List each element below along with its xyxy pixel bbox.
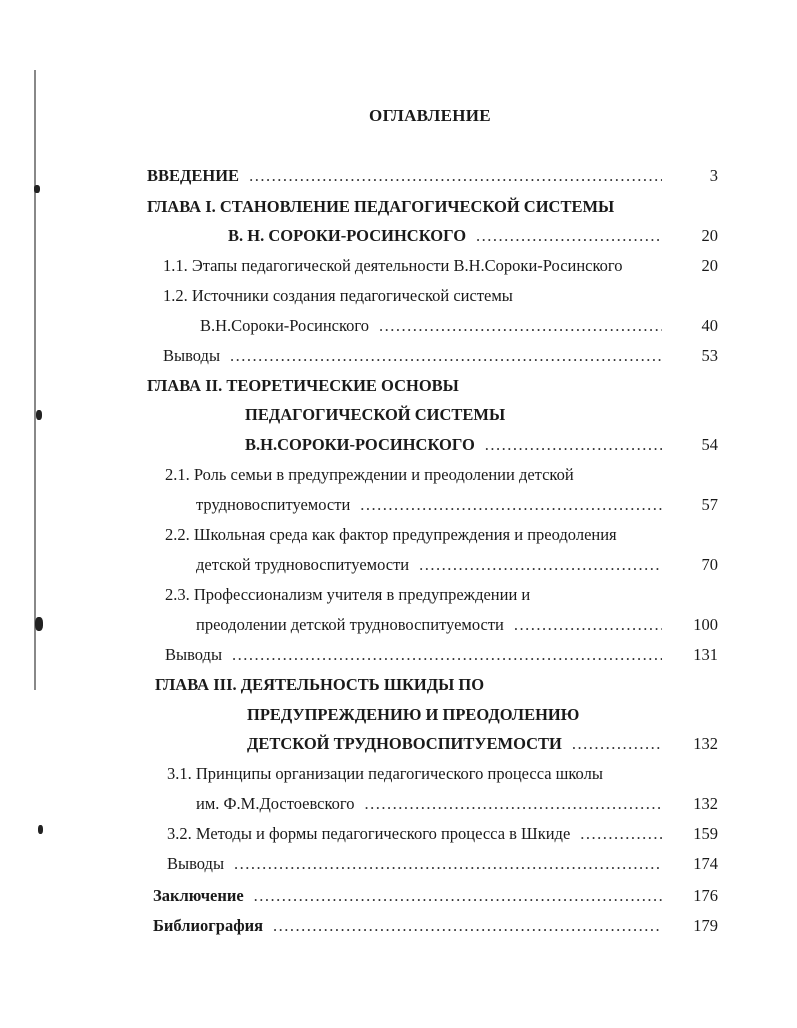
toc-entry-title: ПРЕДУПРЕЖДЕНИЮ И ПРЕОДОЛЕНИЮ	[247, 705, 580, 724]
toc-entry	[163, 286, 680, 310]
toc-page-number: 176	[693, 886, 718, 905]
dot-leader	[379, 316, 662, 336]
toc-entry	[153, 886, 668, 910]
dot-leader	[249, 166, 662, 186]
toc-page-number: 131	[693, 645, 718, 664]
toc-title: ОГЛАВЛЕНИЕ	[369, 106, 491, 125]
toc-entry-title: 1.1. Этапы педагогической деятельности В.Н.Сороки-Росинского	[163, 256, 623, 275]
toc-entry-title: 2.1. Роль семьи в предупреждении и преодолении детской	[165, 465, 574, 484]
toc-entry-title: В. Н. СОРОКИ-РОСИНСКОГО	[228, 226, 467, 245]
scan-edge-line	[34, 70, 36, 690]
toc-page-number: 70	[701, 555, 718, 574]
toc-entry-title: В.Н.Сороки-Росинского	[200, 316, 370, 335]
toc-page-number: 132	[693, 794, 718, 813]
toc-entry-title: 3.2. Методы и формы педагогического процесса в Шкиде	[167, 824, 571, 843]
dot-leader	[273, 916, 662, 936]
dot-leader	[360, 495, 662, 515]
toc-page-number: 40	[701, 316, 718, 335]
toc-entry	[147, 166, 668, 190]
dot-leader	[230, 346, 662, 366]
toc-entry	[147, 376, 680, 400]
toc-entry	[167, 764, 680, 788]
toc-entry	[165, 525, 680, 549]
toc-entry-title: Выводы	[167, 854, 225, 873]
toc-entry-title: трудновоспитуемости	[196, 495, 351, 514]
toc-entry-title: детской трудновоспитуемости	[196, 555, 410, 574]
toc-entry	[196, 615, 668, 639]
toc-page-number: 53	[701, 346, 718, 365]
toc-entry-title: Заключение	[153, 886, 244, 905]
toc-entry-title: Выводы	[165, 645, 223, 664]
toc-entry	[245, 435, 668, 459]
toc-entry-title: 3.1. Принципы организации педагогического процесса школы	[167, 764, 603, 783]
dot-leader	[419, 555, 662, 575]
dot-leader	[514, 615, 662, 635]
toc-entry	[165, 645, 668, 669]
toc-entry	[247, 705, 680, 729]
toc-entry	[165, 585, 680, 609]
dot-leader	[232, 645, 662, 665]
dot-leader	[476, 226, 662, 246]
toc-entry	[200, 316, 668, 340]
toc-page-number: 100	[693, 615, 718, 634]
toc-entry	[147, 197, 680, 221]
toc-page-number: 57	[701, 495, 718, 514]
toc-entry-title: 2.3. Профессионализм учителя в предупреждении и	[165, 585, 531, 604]
toc-entry-title: Выводы	[163, 346, 221, 365]
toc-entry	[165, 465, 680, 489]
dot-leader	[234, 854, 662, 874]
toc-page-number: 132	[693, 734, 718, 753]
toc-page-number: 159	[693, 824, 718, 843]
toc-entry-title: ДЕТСКОЙ ТРУДНОВОСПИТУЕМОСТИ	[247, 734, 562, 753]
toc-entry-title: В.Н.СОРОКИ-РОСИНСКОГО	[245, 435, 475, 454]
toc-page-number: 174	[693, 854, 718, 873]
toc-entry	[196, 794, 668, 818]
toc-entry-title: ГЛАВА I. СТАНОВЛЕНИЕ ПЕДАГОГИЧЕСКОЙ СИСТЕМЫ	[147, 197, 615, 216]
toc-entry-title: ГЛАВА III. ДЕЯТЕЛЬНОСТЬ ШКИДЫ ПО	[155, 675, 485, 694]
scan-artifact	[36, 410, 42, 420]
toc-entry-title: ПЕДАГОГИЧЕСКОЙ СИСТЕМЫ	[245, 405, 506, 424]
scan-artifact	[38, 825, 43, 834]
dot-leader	[365, 794, 662, 814]
dot-leader	[580, 824, 662, 844]
toc-entry-title: 1.2. Источники создания педагогической системы	[163, 286, 513, 305]
toc-page-number: 20	[701, 256, 718, 275]
scan-artifact	[34, 185, 40, 193]
toc-entry	[163, 256, 680, 280]
toc-entry	[155, 675, 680, 699]
dot-leader	[254, 886, 662, 906]
toc-entry-title: 2.2. Школьная среда как фактор предупреждения и преодоления	[165, 525, 617, 544]
toc-entry-title: преодолении детской трудновоспитуемости	[196, 615, 504, 634]
toc-entry	[167, 854, 668, 878]
toc-entry	[196, 495, 668, 519]
scan-artifact	[35, 617, 43, 631]
toc-entry	[196, 555, 668, 579]
toc-entry	[167, 824, 668, 848]
toc-page-number: 20	[701, 226, 718, 245]
toc-page-number: 54	[701, 435, 718, 454]
toc-entry-title: им. Ф.М.Достоевского	[196, 794, 355, 813]
toc-entry	[247, 734, 668, 758]
dot-leader	[485, 435, 662, 455]
toc-entry	[245, 405, 680, 429]
toc-entry	[153, 916, 668, 940]
toc-page-number: 3	[709, 166, 718, 185]
toc-entry	[228, 226, 668, 250]
dot-leader	[572, 734, 662, 754]
toc-entry	[163, 346, 668, 370]
toc-entry-title: ВВЕДЕНИЕ	[147, 166, 240, 185]
toc-entry-title: Библиография	[153, 916, 264, 935]
toc-page-number: 179	[693, 916, 718, 935]
toc-entry-title: ГЛАВА II. ТЕОРЕТИЧЕСКИЕ ОСНОВЫ	[147, 376, 459, 395]
